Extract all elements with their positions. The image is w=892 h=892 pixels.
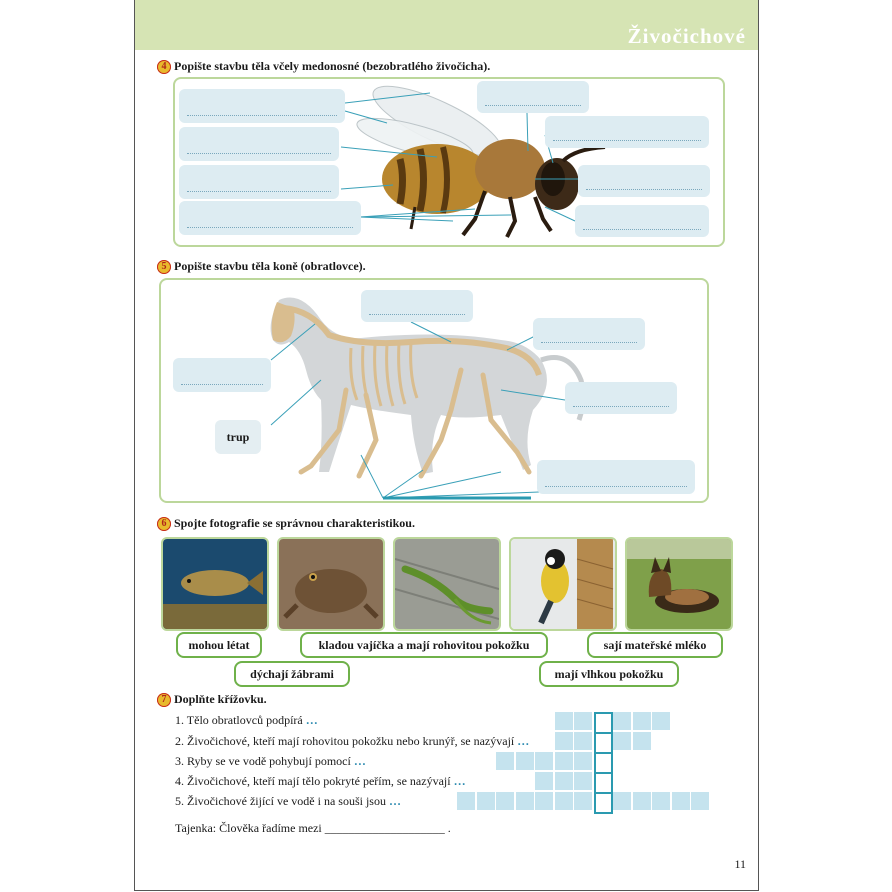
crossword-key-cell[interactable] <box>594 772 613 794</box>
crossword-cell[interactable] <box>516 792 534 810</box>
toad-image <box>279 539 383 629</box>
crossword-cell[interactable] <box>672 792 690 810</box>
task-6-heading <box>157 516 415 531</box>
photo-great-tit[interactable] <box>509 537 617 631</box>
task-4-heading <box>157 59 490 74</box>
crossword-cell[interactable] <box>613 712 631 730</box>
crossword-cell[interactable] <box>496 752 514 770</box>
bee-label-5[interactable] <box>477 81 589 113</box>
crossword-clue-5: 5. Živočichové žijící ve vodě i na souši jsou … <box>175 794 401 808</box>
horse-label-2[interactable] <box>361 290 473 322</box>
crossword-cell[interactable] <box>496 792 514 810</box>
crossword-cell[interactable] <box>555 712 573 730</box>
crossword-key-cell[interactable] <box>594 712 613 734</box>
crossword-cell[interactable] <box>633 732 651 750</box>
task-number-badge: 6 <box>157 517 171 531</box>
bee-label-7[interactable] <box>578 165 710 197</box>
crossword-cell[interactable] <box>555 772 573 790</box>
crossword-cell[interactable] <box>516 752 534 770</box>
crossword-cell[interactable] <box>535 752 553 770</box>
option-dychaji-zabrami[interactable]: dýchají žábrami <box>234 661 350 687</box>
bee-label-2[interactable] <box>179 127 339 161</box>
bee-label-3[interactable] <box>179 165 339 199</box>
photo-carp[interactable] <box>161 537 269 631</box>
task-7-text: Doplňte křížovku. <box>174 692 267 706</box>
photo-dog[interactable] <box>625 537 733 631</box>
crossword-cell[interactable] <box>535 792 553 810</box>
task-number-badge: 7 <box>157 693 171 707</box>
tajenka-line: Tajenka: Člověka řadíme mezi ____________________ . <box>175 821 451 835</box>
task-7-heading <box>157 692 267 707</box>
crossword-cell[interactable] <box>574 752 592 770</box>
lizard-image <box>395 539 499 629</box>
crossword-cell[interactable] <box>652 712 670 730</box>
option-saji-materske-mleko[interactable]: sají mateřské mléko <box>587 632 723 658</box>
crossword-cell[interactable] <box>574 712 592 730</box>
dog-image <box>627 539 731 629</box>
horse-label-trup: trup <box>215 420 261 454</box>
bee-label-1[interactable] <box>179 89 345 123</box>
crossword-cell[interactable] <box>574 732 592 750</box>
bee-figure-frame <box>173 77 725 247</box>
bee-label-8[interactable] <box>575 205 709 237</box>
bee-label-4[interactable] <box>179 201 361 235</box>
task-number-badge: 4 <box>157 60 171 74</box>
crossword-clue-3: 3. Ryby se ve vodě pohybují pomocí … <box>175 754 366 768</box>
crossword-clue-1: 1. Tělo obratlovců podpírá … <box>175 713 318 727</box>
carp-image <box>163 539 267 629</box>
crossword-cell[interactable] <box>613 732 631 750</box>
task-number-badge: 5 <box>157 260 171 274</box>
horse-label-3[interactable] <box>533 318 645 350</box>
horse-label-4[interactable] <box>565 382 677 414</box>
crossword-cell[interactable] <box>613 792 631 810</box>
crossword-clue-2: 2. Živočichové, kteří mají rohovitou pokožku nebo krunýř, se nazývají … <box>175 734 530 748</box>
page-title: Živočichové <box>627 24 746 48</box>
crossword-cell[interactable] <box>633 712 651 730</box>
horse-figure-frame <box>159 278 709 503</box>
crossword-cell[interactable] <box>555 792 573 810</box>
crossword-cell[interactable] <box>555 752 573 770</box>
worksheet-page <box>134 0 759 891</box>
crossword-cell[interactable] <box>633 792 651 810</box>
crossword-cell[interactable] <box>574 772 592 790</box>
photo-toad[interactable] <box>277 537 385 631</box>
horse-label-1[interactable] <box>173 358 271 392</box>
option-kladou-vajicka[interactable]: kladou vajíčka a mají rohovitou pokožku <box>300 632 548 658</box>
crossword-key-cell[interactable] <box>594 732 613 754</box>
task-6-text: Spojte fotografie se správnou charakteristikou. <box>174 516 415 530</box>
crossword-cell[interactable] <box>477 792 495 810</box>
task-4-text: Popište stavbu těla včely medonosné (bezobratlého živočicha). <box>174 59 491 73</box>
bee-label-6[interactable] <box>545 116 709 148</box>
crossword-cell[interactable] <box>652 792 670 810</box>
task-5-heading <box>157 259 366 274</box>
crossword-clue-4: 4. Živočichové, kteří mají tělo pokryté peřím, se nazývají … <box>175 774 466 788</box>
task-5-text: Popište stavbu těla koně (obratlovce). <box>174 259 366 273</box>
crossword-key-cell[interactable] <box>594 792 613 814</box>
horse-label-5[interactable] <box>537 460 695 494</box>
header-bar <box>135 0 758 50</box>
photo-lizard[interactable] <box>393 537 501 631</box>
crossword-key-cell[interactable] <box>594 752 613 774</box>
crossword-cell[interactable] <box>691 792 709 810</box>
crossword-cell[interactable] <box>555 732 573 750</box>
option-mohou-letat[interactable]: mohou létat <box>176 632 262 658</box>
crossword-cell[interactable] <box>457 792 475 810</box>
option-maji-vlhkou-pokozku[interactable]: mají vlhkou pokožku <box>539 661 679 687</box>
crossword-cell[interactable] <box>535 772 553 790</box>
great-tit-image <box>511 539 615 629</box>
page-number: 11 <box>734 857 746 871</box>
crossword-cell[interactable] <box>574 792 592 810</box>
